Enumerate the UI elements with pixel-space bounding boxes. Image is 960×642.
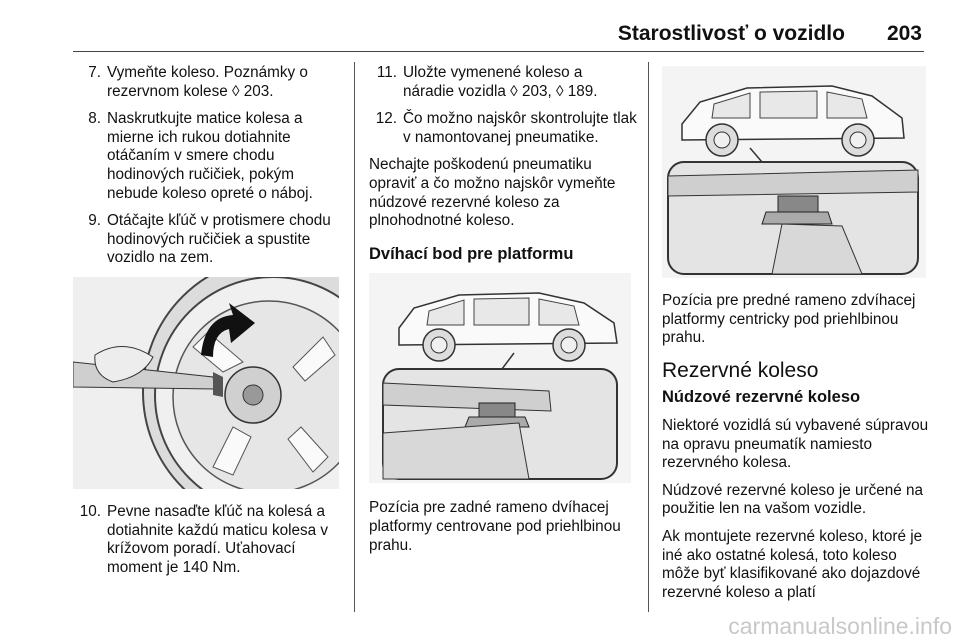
list-number: 8. [88,110,101,128]
figure-caption: Pozícia pre predné rameno zdvíhacej platformy centricky pod priehlbinou prahu. [662,292,916,347]
front-lift-point-illustration [662,66,926,278]
paragraph: Niektoré vozidlá sú vybavené súpravou na opravu pneumatík namiesto rezervného kolesa. [662,416,929,472]
figure-caption: Pozícia pre zadné rameno dvíhacej platformy centrovane pod priehlbinou prahu. [369,499,621,554]
column-1 [73,64,341,586]
list-item [73,212,341,268]
list-number: 7. [88,64,101,81]
section-title: Rezervné koleso [662,358,819,382]
column-divider-right [648,62,649,612]
list-number: 10. [79,502,101,520]
column-3 [662,64,934,611]
page-number: 203 [886,22,922,45]
wheel-wrench-illustration [73,277,339,489]
header-rule [73,51,924,52]
rear-lift-point-illustration [369,273,631,483]
list-text: Pevne nasaďte kľúč na kolesá a dotiahnite každú maticu kolesa v krížovom poradí. Uťahovací moment je 140 Nm. [107,502,329,576]
list-item [369,110,637,147]
subheading: Núdzové rezervné koleso [662,388,861,407]
section-heading: Dvíhací bod pre platformu [369,244,574,263]
column-divider-left [354,62,355,612]
column-2 [369,64,637,564]
page-header [618,22,922,52]
list-text: Čo možno najskôr skontrolujte tlak v namontovanej pneumatike. [403,110,637,146]
list-item [369,64,637,101]
list-text: Otáčajte kľúč v protismere chodu hodinových ručičiek a spustite vozidlo na zem. [107,212,331,267]
list-text: Vymeňte koleso. Poznámky o rezervnom kolese ◊ 203. [107,64,308,100]
list-number: 9. [88,212,101,230]
list-number: 11. [376,64,397,81]
list-number: 12. [375,110,397,128]
list-item [73,110,341,203]
header-title: Starostlivosť o vozidlo [617,22,845,45]
watermark: carmanualsonline.info [728,613,952,639]
paragraph: Núdzové rezervné koleso je určené na použitie len na vašom vozidle. [662,481,924,518]
list-item [73,503,341,577]
list-text: Naskrutkujte matice kolesa a mierne ich rukou dotiahnite otáčaním v smere chodu hodinových ručičiek, pokým nebude koleso opreté o náboj. [107,110,313,202]
paragraph: Ak montujete rezervné koleso, ktoré je iné ako ostatné kolesá, toto koleso môže byť klasifikované ako dojazdové rezervné koleso a platí [662,527,923,601]
list-text: Uložte vymenené koleso a náradie vozidla ◊ 203, ◊ 189. [403,64,598,100]
paragraph: Nechajte poškodenú pneumatiku opraviť a čo možno najskôr vymeňte núdzové rezervné koleso za plnohodnotné koleso. [369,156,616,230]
list-item [73,64,341,101]
